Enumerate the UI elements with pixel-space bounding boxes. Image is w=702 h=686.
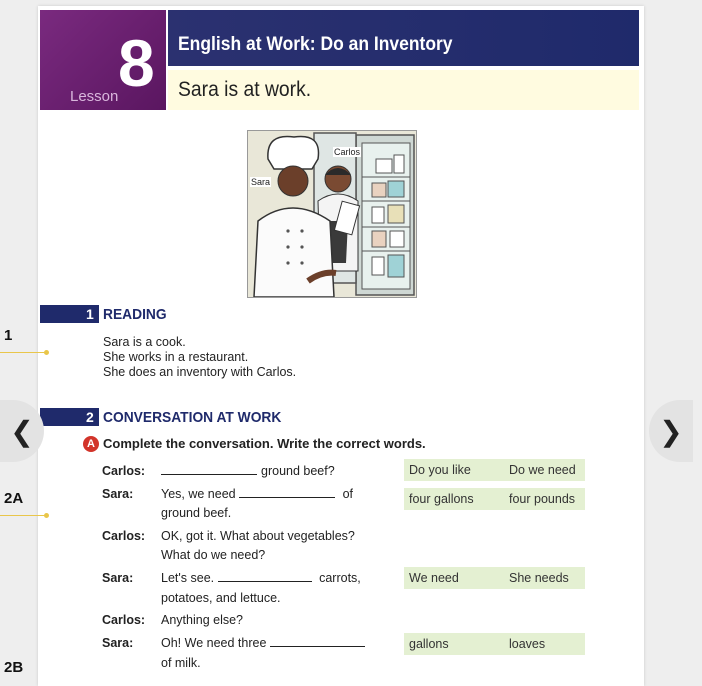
dialogue-line: Yes, we need of bbox=[161, 487, 354, 501]
answer-choices-row bbox=[404, 488, 585, 510]
dialogue-speaker: Sara: bbox=[102, 487, 134, 501]
dialogue-line: Anything else? bbox=[161, 613, 244, 627]
kitchen-scene-drawing bbox=[248, 131, 416, 297]
answer-choice[interactable]: four pounds bbox=[509, 492, 576, 506]
marker-dot bbox=[44, 350, 49, 355]
dialogue-speaker: Carlos: bbox=[102, 613, 146, 627]
section-1-number: 1 bbox=[86, 306, 94, 322]
answer-choice[interactable]: four gallons bbox=[409, 492, 474, 506]
kitchen-illustration bbox=[247, 130, 417, 298]
answer-choices-row bbox=[404, 633, 585, 655]
marker-line bbox=[0, 515, 46, 516]
answer-choices-row bbox=[404, 459, 585, 481]
margin-marker-1[interactable]: 1 bbox=[4, 327, 13, 344]
chevron-left-icon: ❮ bbox=[10, 415, 34, 447]
answer-blank[interactable] bbox=[218, 571, 312, 582]
margin-marker-2b[interactable]: 2B bbox=[4, 659, 24, 676]
lesson-title: English at Work: Do an Inventory bbox=[178, 34, 453, 55]
reading-line: Sara is a cook. bbox=[103, 335, 186, 349]
dialogue-speaker: Sara: bbox=[102, 571, 134, 585]
dialogue-line: ground beef? bbox=[161, 464, 335, 478]
marker-dot bbox=[44, 513, 49, 518]
dialogue-line-continued: of milk. bbox=[161, 656, 201, 670]
reading-text bbox=[103, 335, 296, 380]
dialogue-line-continued: potatoes, and lettuce. bbox=[161, 591, 281, 605]
activity-a-badge: A bbox=[83, 436, 99, 452]
margin-marker-2a[interactable]: 2A bbox=[4, 490, 24, 507]
answer-blank[interactable] bbox=[239, 487, 335, 498]
chevron-right-icon: ❯ bbox=[659, 415, 683, 447]
lesson-subtitle: Sara is at work. bbox=[178, 78, 312, 101]
sara-label: Sara bbox=[251, 177, 271, 187]
lesson-label: Lesson bbox=[70, 88, 119, 105]
activity-instruction: Complete the conversation. Write the correct words. bbox=[103, 436, 426, 451]
answer-blank[interactable] bbox=[270, 636, 365, 647]
answer-choice[interactable]: We need bbox=[409, 571, 459, 585]
section-2-number: 2 bbox=[86, 409, 94, 425]
section-1-title: READING bbox=[103, 306, 167, 323]
dialogue-speaker: Carlos: bbox=[102, 529, 146, 543]
answer-blank[interactable] bbox=[161, 464, 257, 475]
dialogue-line: OK, got it. What about vegetables? bbox=[161, 529, 355, 543]
answer-choice[interactable]: She needs bbox=[509, 571, 569, 585]
carlos-label: Carlos bbox=[334, 147, 361, 157]
answer-choice[interactable]: loaves bbox=[509, 637, 546, 651]
marker-line bbox=[0, 352, 46, 353]
answer-choice[interactable]: gallons bbox=[409, 637, 449, 651]
section-2-title: CONVERSATION AT WORK bbox=[103, 409, 282, 426]
dialogue-speaker: Carlos: bbox=[102, 464, 146, 478]
next-page-button[interactable] bbox=[649, 400, 693, 462]
dialogue-line: Let's see. carrots, bbox=[161, 571, 361, 585]
lesson-number: 8 bbox=[118, 26, 155, 100]
answer-choice[interactable]: Do we need bbox=[509, 463, 576, 477]
dialogue-line-continued: What do we need? bbox=[161, 548, 266, 562]
dialogue-line: Oh! We need three bbox=[161, 636, 369, 650]
answer-choice[interactable]: Do you like bbox=[409, 463, 471, 477]
dialogue-line-continued: ground beef. bbox=[161, 506, 232, 520]
reading-line: She works in a restaurant. bbox=[103, 350, 249, 364]
answer-choices-row bbox=[404, 567, 585, 589]
reading-line: She does an inventory with Carlos. bbox=[103, 365, 297, 379]
dialogue-speaker: Sara: bbox=[102, 636, 134, 650]
